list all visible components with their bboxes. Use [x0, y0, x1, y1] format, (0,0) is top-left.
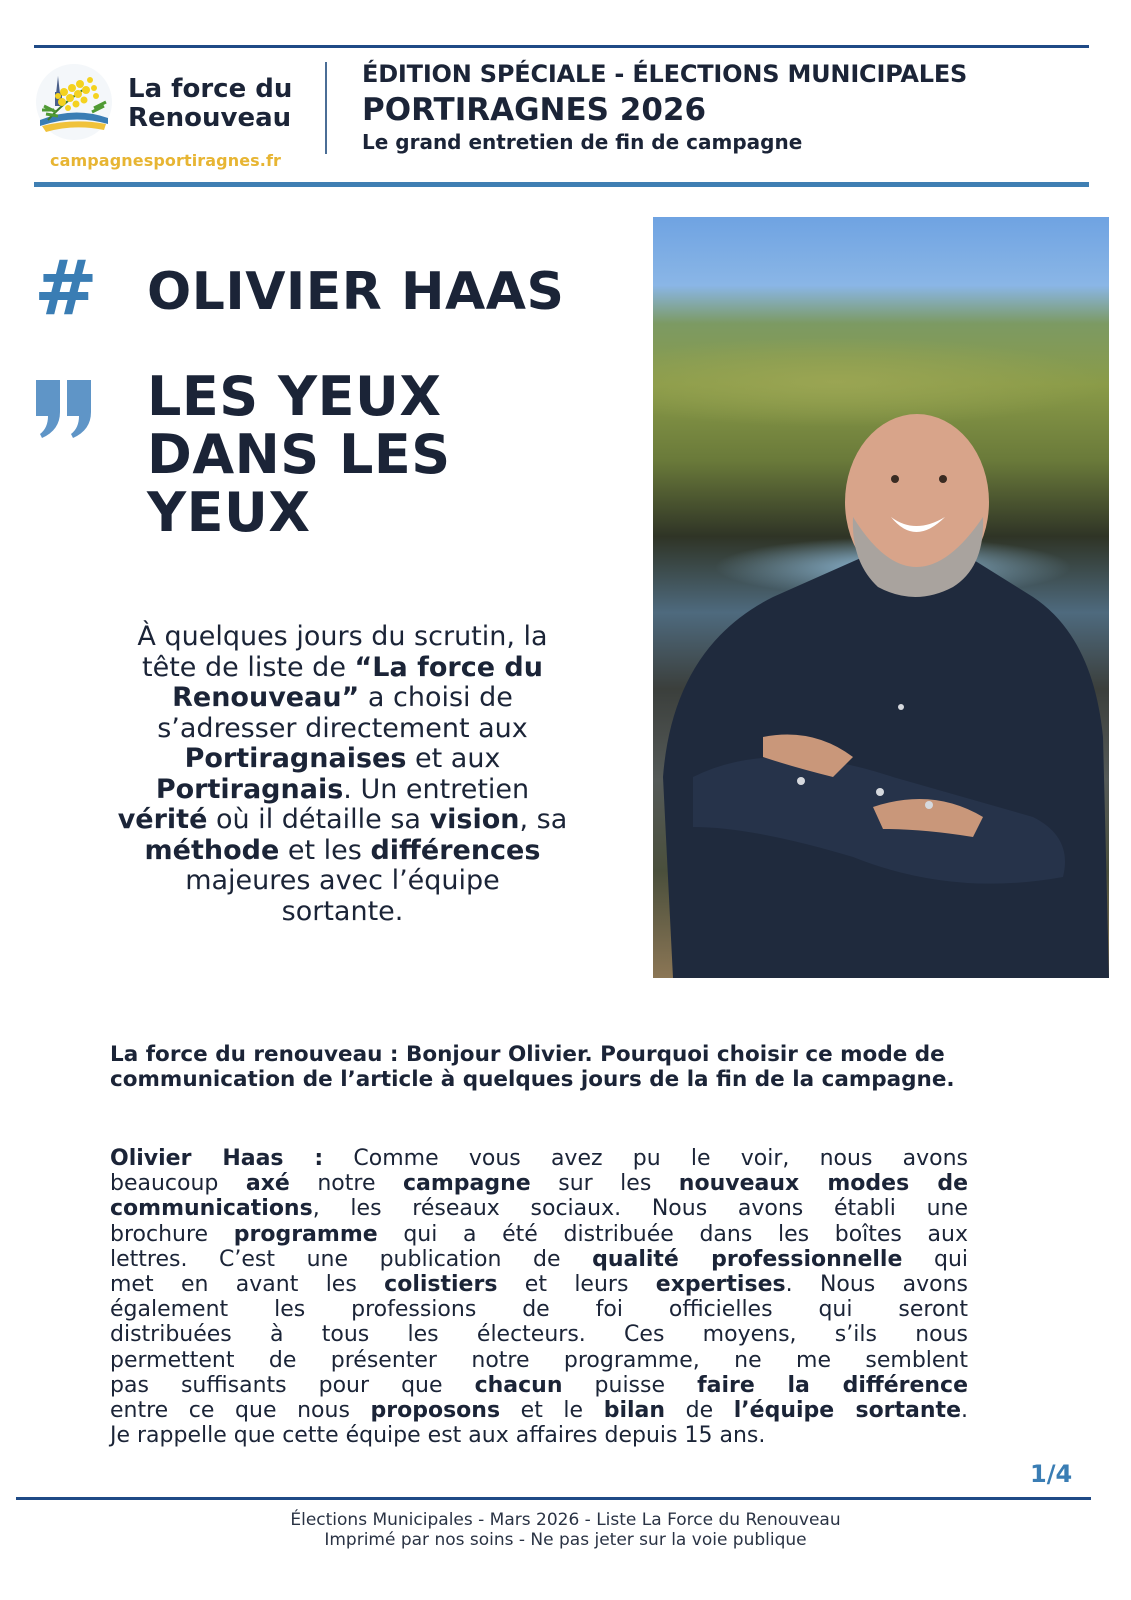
footer-line-1: Élections Municipales - Mars 2026 - Liste La Force du Renouveau: [290, 1510, 841, 1530]
hash-icon: #: [34, 243, 98, 332]
header-divider: [325, 62, 327, 154]
emphasis-text: Olivier Haas :: [110, 1146, 324, 1171]
mimosa-logo-icon: [34, 62, 114, 142]
body-text: lettres. C’est une publication de: [110, 1246, 593, 1272]
brand-line-2: Renouveau: [128, 103, 292, 133]
emphasis-text: axé: [245, 1171, 290, 1197]
answer-line: [110, 1272, 968, 1297]
body-text: qui: [902, 1246, 969, 1272]
footer-line-2: Imprimé par nos soins - Ne pas jeter sur la voie publique: [324, 1530, 807, 1550]
footer-rule: [16, 1497, 1091, 1500]
headline-line-3: YEUX: [147, 481, 311, 544]
body-text: majeures avec l’équipe: [185, 865, 500, 896]
answer-line: [110, 1222, 968, 1247]
header-bottom-rule: [34, 182, 1089, 187]
emphasis-text: expertises: [655, 1272, 786, 1298]
body-text: brochure: [110, 1221, 234, 1247]
body-text: a choisi de: [359, 682, 513, 713]
body-text: distribuées à tous les électeurs. Ces moyens, s’ils nous: [110, 1322, 968, 1348]
brand-line-1: La force du: [128, 74, 293, 104]
answer-line: [110, 1171, 968, 1196]
body-text: puisse: [562, 1372, 698, 1398]
body-text: , sa: [519, 804, 568, 835]
brand-name: [128, 75, 292, 133]
emphasis-text: programme: [233, 1221, 378, 1247]
body-text: pas suffisants pour que: [110, 1372, 475, 1398]
answer-line: [110, 1373, 968, 1398]
body-text: où il détaille sa: [207, 804, 430, 835]
intro-line: [70, 775, 615, 806]
body-text: et les: [279, 834, 371, 866]
emphasis-text: campagne: [402, 1171, 531, 1197]
body-text: beaucoup: [110, 1171, 246, 1197]
body-text: s’adresser directement aux: [157, 712, 528, 744]
edition-subtitle: Le grand entretien de fin de campagne: [362, 130, 803, 154]
body-text: et le: [500, 1398, 604, 1424]
intro-line: [70, 836, 615, 867]
footer: [0, 1510, 1131, 1550]
emphasis-text: faire la différence: [697, 1372, 969, 1398]
header-top-rule: [34, 45, 1089, 48]
intro-line: [70, 653, 615, 684]
body-text: tête de liste de: [142, 651, 355, 683]
answer-line: [110, 1423, 968, 1448]
body-text: met en avant les: [110, 1272, 385, 1298]
body-text: et leurs: [497, 1272, 656, 1298]
candidate-name: OLIVIER HAAS: [147, 262, 565, 322]
emphasis-text: Portiragnais: [155, 773, 344, 805]
answer-line: [110, 1247, 968, 1272]
emphasis-text: Renouveau”: [172, 682, 360, 713]
answer-line: [110, 1348, 968, 1373]
emphasis-text: proposons: [370, 1398, 501, 1424]
body-text: et aux: [406, 743, 501, 774]
body-text: notre: [289, 1171, 403, 1197]
body-text: de: [665, 1398, 734, 1424]
answer-line: [110, 1146, 968, 1171]
emphasis-text: communications: [110, 1196, 313, 1222]
answer-line: [110, 1297, 968, 1322]
answer-line: [110, 1196, 968, 1221]
body-text: permettent de présenter notre programme, ne me semblent: [110, 1347, 968, 1373]
emphasis-text: vérité: [117, 804, 208, 835]
emphasis-text: nouveaux modes de: [678, 1171, 968, 1197]
emphasis-text: bilan: [603, 1398, 666, 1424]
intro-paragraph: [70, 622, 615, 927]
intro-line: [70, 897, 615, 928]
headline: [147, 365, 451, 544]
emphasis-text: différences: [370, 834, 541, 866]
body-text: . Nous avons: [785, 1272, 968, 1298]
body-text: entre ce que nous: [110, 1398, 371, 1424]
emphasis-text: vision: [429, 804, 520, 835]
body-text: sur les: [530, 1171, 679, 1197]
emphasis-text: méthode: [144, 834, 280, 866]
quote-icon: [34, 378, 94, 438]
answer-line: [110, 1322, 968, 1347]
emphasis-text: qualité professionnelle: [592, 1246, 903, 1272]
city-title: PORTIRAGNES 2026: [362, 92, 707, 128]
body-text: . Un entretien: [343, 773, 530, 805]
intro-line: [70, 805, 615, 836]
emphasis-text: “La force du: [354, 651, 543, 683]
body-text: qui a été distribuée dans les boîtes aux: [377, 1221, 969, 1247]
body-text: également les professions de foi officielles qui seront: [110, 1297, 968, 1323]
edition-label: ÉDITION SPÉCIALE - ÉLECTIONS MUNICIPALES: [362, 60, 968, 88]
body-text: Je rappelle que cette équipe est aux affaires depuis 15 ans.: [110, 1423, 766, 1449]
body-text: sortante.: [281, 895, 404, 927]
answer-line: [110, 1398, 968, 1423]
interview-answer: [110, 1146, 968, 1448]
emphasis-text: colistiers: [384, 1272, 498, 1298]
intro-line: [70, 866, 615, 897]
page-number: 1/4: [1030, 1460, 1073, 1488]
body-text: Comme vous avez pu le voir, nous avons: [323, 1146, 968, 1171]
body-text: .: [961, 1398, 968, 1424]
intro-line: [70, 744, 615, 775]
emphasis-text: chacun: [474, 1372, 563, 1398]
body-text: , les réseaux sociaux. Nous avons établi une: [312, 1196, 968, 1222]
headline-line-2: DANS LES: [147, 423, 451, 486]
intro-line: [70, 714, 615, 745]
intro-line: [70, 622, 615, 653]
emphasis-text: Portiragnaises: [184, 743, 407, 774]
headline-line-1: LES YEUX: [147, 365, 442, 428]
person-silhouette: [653, 217, 1109, 978]
intro-line: [70, 683, 615, 714]
body-text: À quelques jours du scrutin, la: [137, 621, 548, 652]
candidate-photo: [653, 217, 1109, 978]
website-link[interactable]: campagnesportiragnes.fr: [50, 151, 282, 170]
emphasis-text: l’équipe sortante: [733, 1398, 961, 1424]
interview-question: La force du renouveau : Bonjour Olivier. Pourquoi choisir ce mode de communication de l’article à quelques jours de la fin de la campagne.: [110, 1042, 955, 1092]
